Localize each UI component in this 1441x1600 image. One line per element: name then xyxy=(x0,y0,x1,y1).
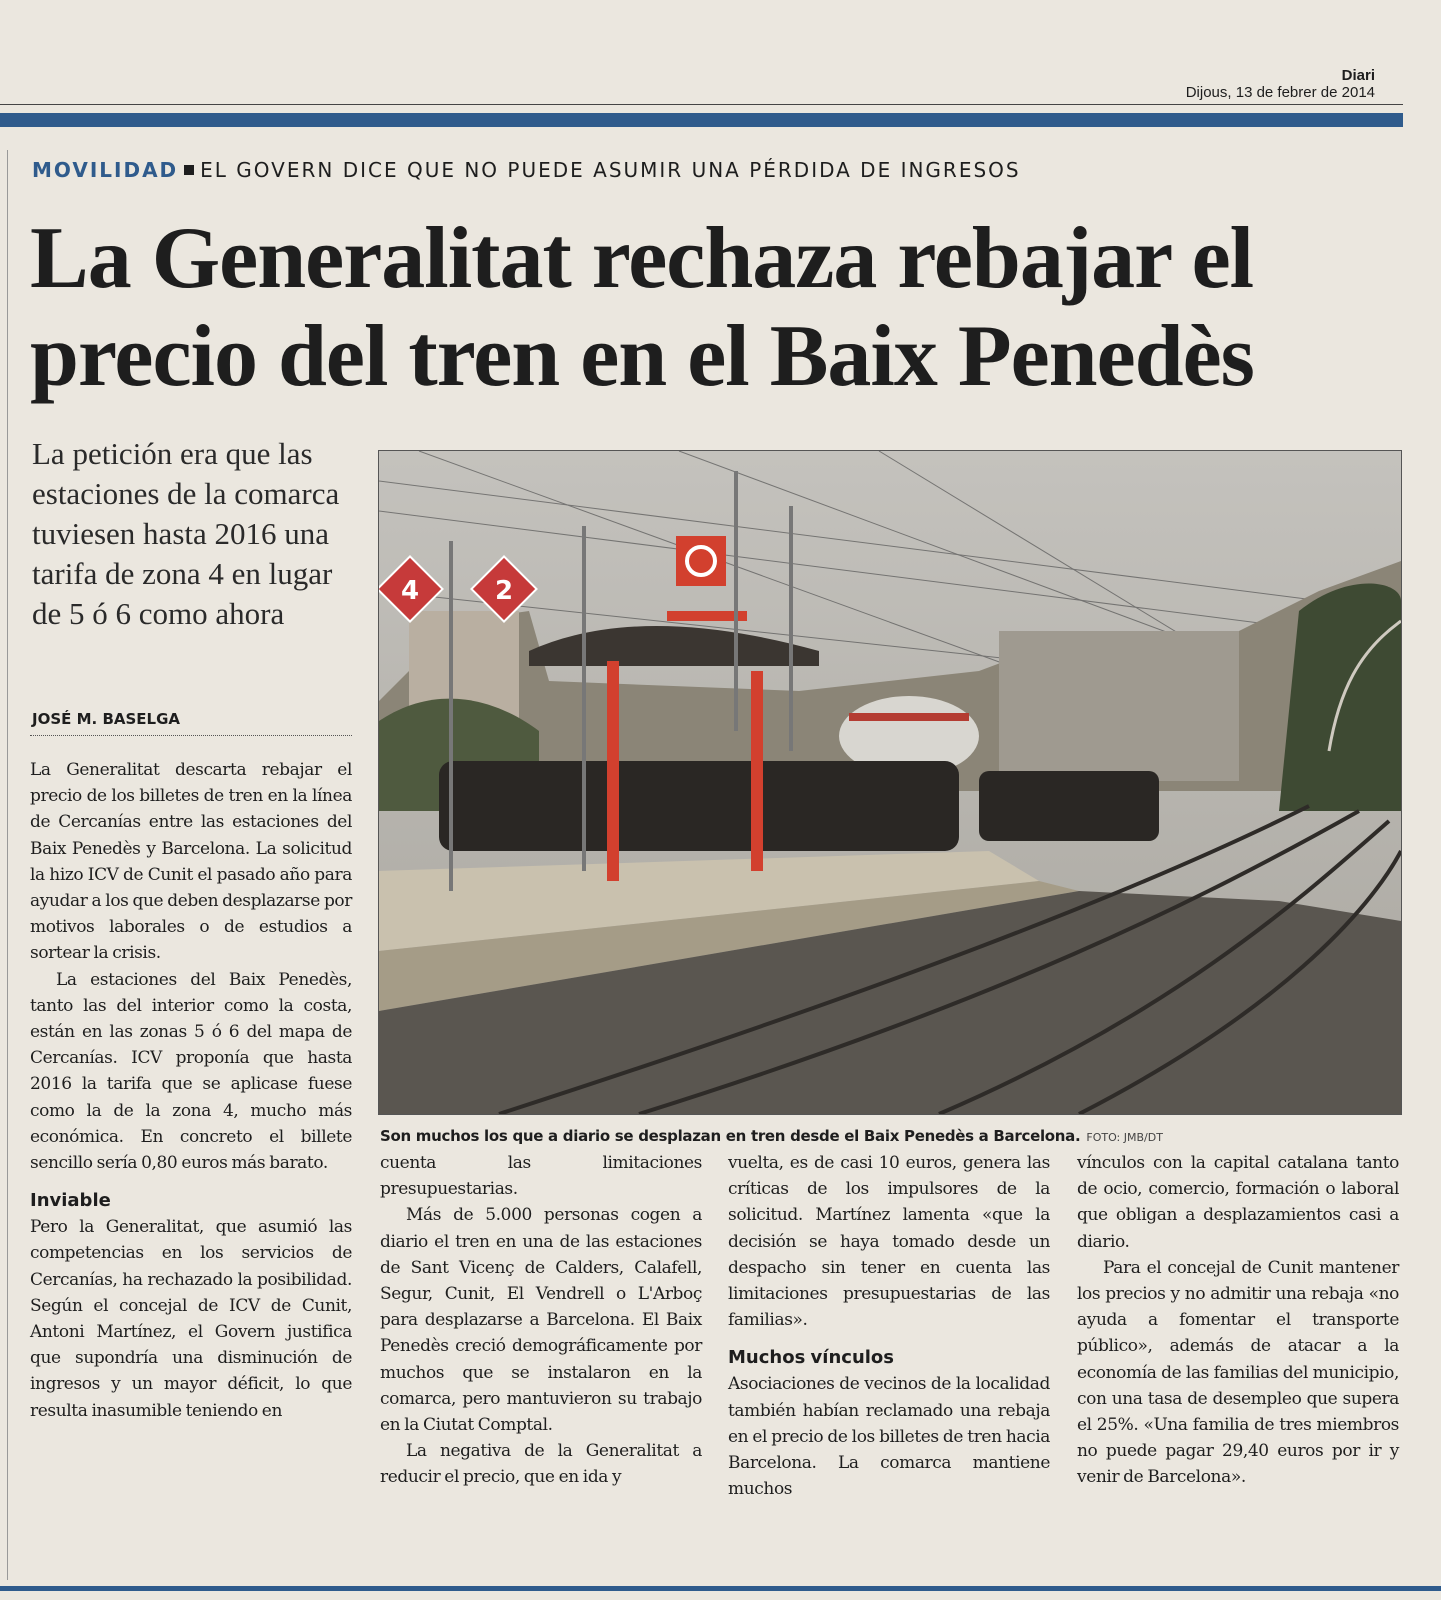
paragraph: La estaciones del Baix Penedès, tanto las del interior como la costa, están en las zonas 5 ó 6 del mapa de Cercanías. ICV proponía que hasta 2016 la tarifa que se aplicase fuese como la de la zona 4, mucho más económica. En concreto el billete sencillo sería 0,80 euros más barato. xyxy=(30,969,352,1174)
paragraph: cuenta las limitaciones presupuestarias. xyxy=(380,1153,702,1200)
left-margin-line xyxy=(7,150,8,1580)
issue-date: Dijous, 13 de febrer de 2014 xyxy=(1185,84,1375,101)
body-column-2 xyxy=(380,1150,702,1491)
zone-sign-label: 2 xyxy=(494,576,514,606)
paragraph: Pero la Generalitat, que asumió las competencias en los servicios de Cercanías, ha rechazado la posibilidad. Según el concejal de ICV de Cunit, Antoni Martínez, el Govern justifica que supondría una disminución de ingresos y un mayor déficit, lo que resulta inasumible teniendo en xyxy=(30,1217,352,1421)
station-photo xyxy=(378,450,1402,1115)
photo-credit: FOTO: JMB/DT xyxy=(1086,1131,1163,1144)
paragraph: La negativa de la Generalitat a reducir el precio, que en ida y xyxy=(380,1441,702,1488)
paragraph: La Generalitat descarta rebajar el precio de los billetes de tren en la línea de Cercanías entre las estaciones del Baix Penedès y Barcelona. La solicitud la hizo ICV de Cunit el pasado año para ayudar a los que deben desplazarse por motivos laborales o de estudios a sortear la crisis. xyxy=(30,760,352,964)
paragraph: vínculos con la capital catalana tanto de ocio, comercio, formación o laboral que obligan a desplazamientos casi a diario. xyxy=(1077,1153,1399,1252)
body-column-1 xyxy=(30,757,352,1424)
photo-illustration xyxy=(379,451,1401,1114)
header-rule xyxy=(0,104,1403,105)
byline-rule xyxy=(30,735,352,736)
header-blue-band xyxy=(0,113,1403,127)
paragraph: Más de 5.000 personas cogen a diario el tren en una de las estaciones de Sant Vicenç de Calders, Calafell, Segur, Cunit, El Vendrell o L'Arboç para desplazarse a Barcelona. El Baix Penedès creció demográficamente por muchos que se instalaron en la comarca, pero mantuvieron su trabajo en la Ciutat Comptal. xyxy=(380,1205,702,1436)
footer-blue-rule xyxy=(0,1586,1441,1591)
photo-caption xyxy=(380,1127,1400,1145)
subhead: Muchos vínculos xyxy=(728,1347,895,1369)
publication-name: Diari xyxy=(1341,67,1375,84)
kicker-text: EL GOVERN DICE QUE NO PUEDE ASUMIR UNA PÉRDIDA DE INGRESOS xyxy=(200,158,1021,182)
paragraph: Asociaciones de vecinos de la localidad también habían reclamado una rebaja en el precio de los billetes de tren hacia Barcelona. La comarca mantiene muchos xyxy=(728,1374,1050,1500)
headline: La Generalitat rechaza rebajar el precio del tren en el Baix Penedès xyxy=(30,210,1254,405)
body-column-3 xyxy=(728,1150,1050,1502)
byline: JOSÉ M. BASELGA xyxy=(32,710,181,728)
subhead: Inviable xyxy=(30,1190,111,1212)
section-label: MOVILIDAD xyxy=(32,158,179,182)
masthead xyxy=(1186,68,1375,101)
paragraph: Para el concejal de Cunit mantener los precios y no admitir una rebaja «no ayuda a fomentar el transporte público», además de atacar a la economía de las familias del municipio, con una tasa de desempleo que supera el 25%. «Una familia de tres miembros no puede pagar 29,40 euros por ir y venir de Barcelona». xyxy=(1077,1257,1399,1488)
kicker xyxy=(32,158,1021,182)
zone-sign-label: 4 xyxy=(400,576,420,606)
dek: La petición era que las estaciones de la comarca tuviesen hasta 2016 una tarifa de zona 4 en lugar de 5 ó 6 como ahora xyxy=(32,436,340,631)
square-bullet-icon xyxy=(184,165,194,175)
paragraph: vuelta, es de casi 10 euros, genera las críticas de los impulsores de la solicitud. Martínez lamenta «que la decisión se haya tomado desde un despacho sin tener en cuenta las limitaciones presupuestarias de las familias». xyxy=(728,1153,1050,1331)
caption-text: Son muchos los que a diario se desplazan en tren desde el Baix Penedès a Barcelona. xyxy=(380,1127,1081,1145)
body-column-4 xyxy=(1077,1150,1399,1491)
